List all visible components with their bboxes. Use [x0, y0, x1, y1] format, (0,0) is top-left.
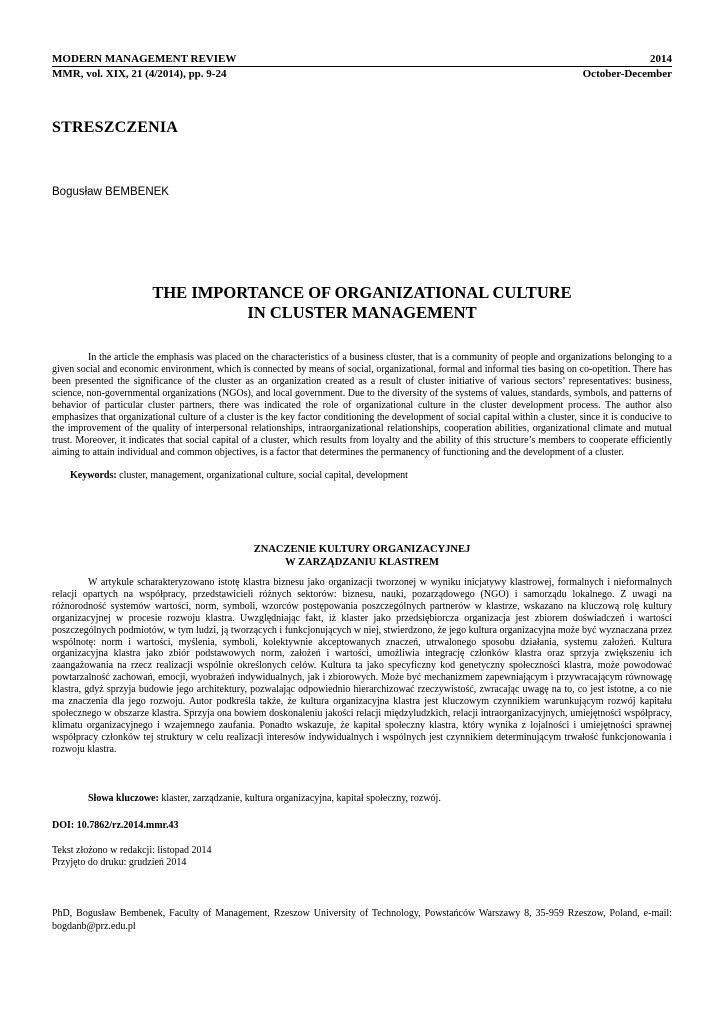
date-accepted: Przyjęto do druku: grudzień 2014 — [52, 857, 187, 869]
article-title-pl-line2: W ZARZĄDZANIU KLASTREM — [285, 557, 439, 568]
author-name: Bogusław BEMBENEK — [52, 186, 169, 198]
keywords-pl-label: Słowa kluczowe: — [88, 793, 159, 804]
article-title-pl-line1: ZNACZENIE KULTURY ORGANIZACYJNEJ — [253, 544, 471, 555]
running-header-bottom — [52, 68, 672, 81]
keywords-pl-text: klaster, zarządzanie, kultura organizacyjna, kapitał społeczny, rozwój. — [158, 793, 441, 804]
section-title: STRESZCZENIA — [52, 119, 179, 136]
issue-info: MMR, vol. XIX, 21 (4/2014), pp. 9-24 — [52, 68, 227, 80]
keywords-en-text: cluster, management, organizational culture, social capital, development — [116, 470, 408, 481]
date-submitted: Tekst złożono w redakcji: listopad 2014 — [52, 845, 212, 856]
doi: DOI: 10.7862/rz.2014.mmr.43 — [52, 820, 179, 831]
running-header-top — [52, 53, 672, 67]
journal-year: 2014 — [650, 53, 672, 65]
abstract-en — [52, 352, 672, 459]
article-title-en — [52, 283, 672, 323]
article-title-en-line1: THE IMPORTANCE OF ORGANIZATIONAL CULTURE — [152, 283, 572, 302]
issue-period: October-December — [582, 68, 672, 80]
abstract-en-text: In the article the emphasis was placed on the characteristics of a business cluster, that is a community of people and organizations belonging to a given social and economic environment, which is connected by means of social, organizational, formal and informal ties basing on co-opetition. There has been presented the significance of the cluster as an organization created as a result of cluster initiative of various sectors’ representatives: business, science, non-governmental organizations (NGOs), and local government. Due to the diversity of the systems of values, standards, symbols, and patterns of behavior of particular cluster partners, there was indicated the role of organizational culture in the cluster development process. The author also emphasizes that organizational culture of a cluster is the key factor conditioning the development of social capital within a cluster, since it is conducive to the improvement of the quality of interpersonal relationships, intraorganizational relationships, cooperation abilities, organizational climate and mutual trust. Moreover, it indicates that social capital of a cluster, which results from loyalty and the ability of this structure’s members to cooperate efficiently aiming to attain individual and common objectives, is a factor that determines the permanency of functioning and the development of a cluster. — [52, 352, 672, 459]
article-title-pl — [52, 543, 672, 569]
abstract-pl — [52, 577, 672, 756]
journal-name: MODERN MANAGEMENT REVIEW — [52, 53, 237, 65]
editorial-dates — [52, 845, 212, 870]
author-affiliation-footnote: PhD, Bogusław Bembenek, Faculty of Management, Rzeszow University of Technology, Powstańców Warszawy 8, 35-959 Rzeszow, Poland, e-mail: bogdanb@prz.edu.pl — [52, 908, 672, 932]
keywords-en-label: Keywords: — [70, 470, 117, 481]
keywords-pl — [88, 793, 672, 805]
abstract-pl-text: W artykule scharakteryzowano istotę klastra biznesu jako organizacji tworzonej w wyniku inicjatywy klastrowej, formalnych i nieformalnych relacji opartych na współpracy, przedstawicieli różnych sektorów: biznesu, nauki, pozarządowego (NGO) i samorządu lokalnego. Z uwagi na różnorodność systemów wartości, norm, symboli, wzorców postępowania poszczególnych partnerów w klastrze, wskazano na kluczową rolę kultury organizacyjnej w procesie rozwoju klastra. Uwzględniając fakt, iż klaster jako przedsiębiorcza organizacja jest zbiorem doświadczeń i wartości poszczególnych podmiotów, w tym ludzi, ją tworzących i funkcjonujących w niej, stwierdzono, że jego kultura organizacyjna może być wyznaczana przez wspólnotę: norm i wartości, myślenia, symboli, kolektywnie akceptowanych znaczeń, utrwalonego sposobu działania, systemu założeń. Kultura organizacyjna klastra jako zbiór podstawowych norm, założeń i wartości, umożliwia integrację członków klastra oraz sprzyja zwiększeniu ich zaangażowania na rzecz realizacji wspólnie określonych celów. Kultura ta jako specyficzny kod genetyczny społeczności klastra, może powodować powtarzalność zachowań, emocji, wyobrażeń indywidualnych, jak i zbiorowych. Może być mechanizmem zapewniającym i przywracającym równowagę klastra, gdyż sprzyja budowie jego architektury, pozwalając odpowiednio hierarchizować rzeczywistość, zwracając uwagę na to, co jest istotne, a co nie ma znaczenia dla jego rozwoju. Autor podkreśla także, że kultura organizacyjna klastra jest kluczowym czynnikiem warunkującym rozwój kapitału społecznego w obszarze klastra. Sprzyja ona bowiem doskonaleniu jakości relacji międzyludzkich, relacji intraorganizacyjnych, umiejętności współpracy, klimatu organizacyjnego i wzajemnego zaufania. Ponadto wskazuje, że kapitał społeczny klastra, który wynika z lojalności i umiejętności sprawnej współpracy członków tej struktury w celu realizacji interesów indywidualnych i wspólnych jest czynnikiem determinującym trwałość funkcjonowania i rozwoju klastra. — [52, 577, 672, 755]
keywords-en — [70, 470, 672, 482]
article-title-en-line2: IN CLUSTER MANAGEMENT — [247, 303, 477, 322]
